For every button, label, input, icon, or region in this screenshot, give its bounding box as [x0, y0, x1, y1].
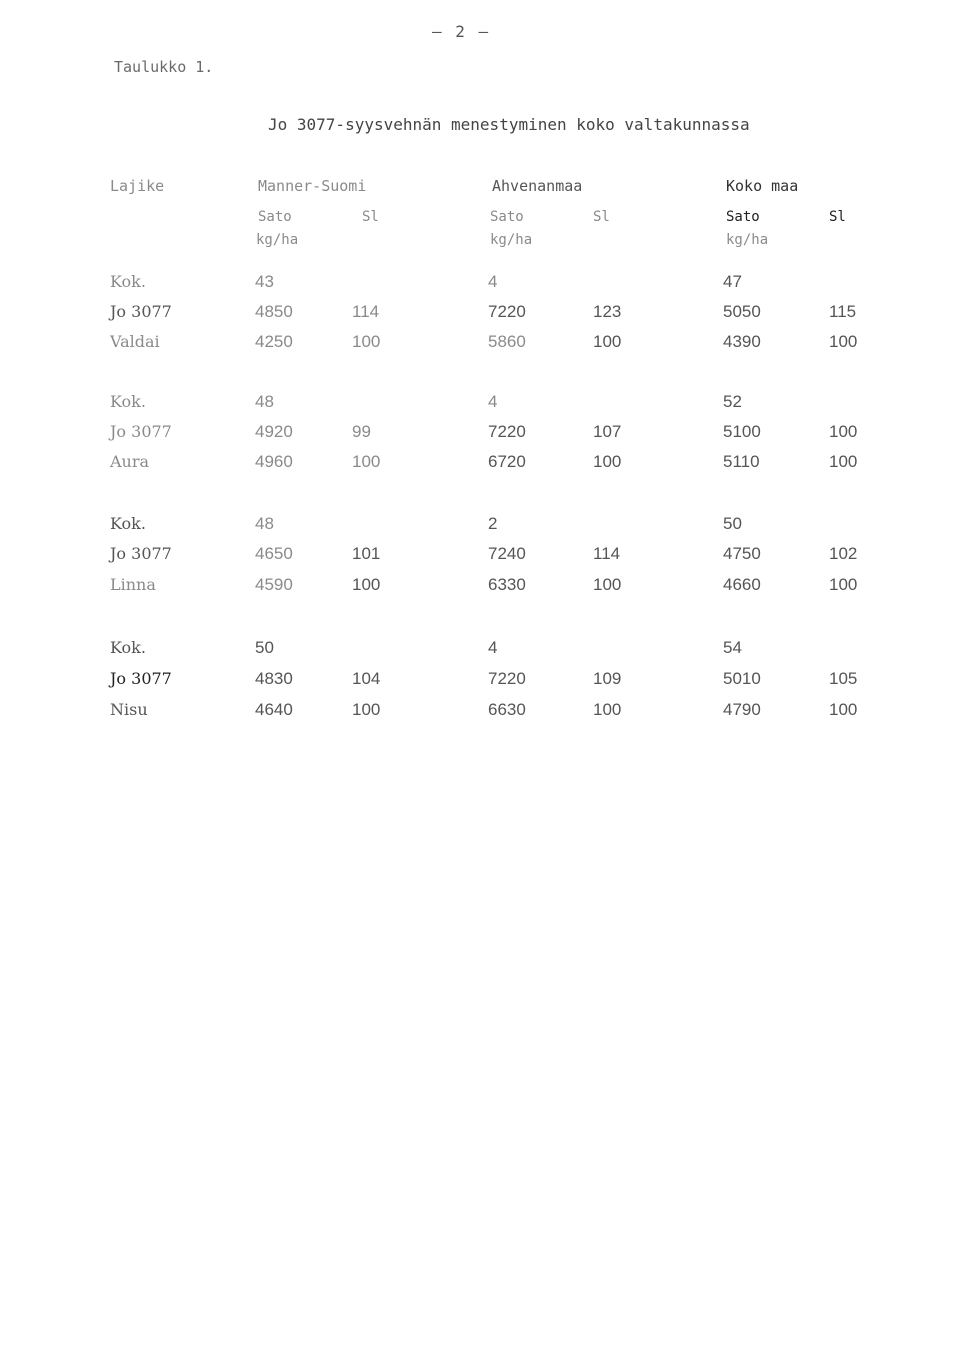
variety-name: Aura [110, 452, 150, 471]
count-label: Kok. [110, 514, 146, 533]
aland-rel: 100 [593, 452, 622, 471]
mainland-yield: 4830 [255, 669, 293, 688]
aland-rel: 100 [593, 700, 622, 719]
count-row [0, 638, 960, 662]
header-aland-yield: Sato [490, 209, 524, 225]
aland-yield: 6630 [488, 700, 526, 719]
count-mainland: 48 [255, 514, 274, 533]
aland-rel: 107 [593, 422, 622, 441]
table-title: Jo 3077-syysvehnän menestyminen koko valtakunnassa [268, 115, 750, 134]
count-aland: 4 [488, 272, 498, 291]
aland-yield: 6330 [488, 575, 526, 594]
count-row [0, 392, 960, 416]
header-mainland-rel: Sl [362, 209, 379, 225]
table-row [0, 575, 960, 599]
aland-rel: 123 [593, 302, 622, 321]
count-mainland: 48 [255, 392, 274, 411]
header-aland: Ahvenanmaa [492, 177, 583, 195]
whole-rel: 100 [829, 332, 858, 351]
header-whole-unit: kg/ha [726, 232, 769, 248]
count-label: Kok. [110, 392, 146, 411]
count-aland: 4 [488, 638, 498, 657]
mainland-rel: 100 [352, 332, 381, 351]
whole-yield: 5010 [723, 669, 761, 688]
mainland-rel: 101 [352, 544, 381, 563]
table-row [0, 452, 960, 476]
whole-rel: 100 [829, 700, 858, 719]
table-row [0, 332, 960, 356]
variety-name: Valdai [110, 332, 160, 351]
variety-name: Jo 3077 [110, 302, 172, 321]
mainland-rel: 114 [352, 302, 380, 321]
whole-yield: 4390 [723, 332, 761, 351]
header-mainland-unit: kg/ha [256, 232, 299, 248]
whole-yield: 5100 [723, 422, 761, 441]
count-whole-country: 47 [723, 272, 742, 291]
aland-rel: 100 [593, 575, 622, 594]
whole-yield: 5110 [723, 452, 760, 471]
whole-yield: 4660 [723, 575, 761, 594]
count-row [0, 272, 960, 296]
table-label: Taulukko 1. [114, 58, 214, 76]
whole-rel: 105 [829, 669, 858, 688]
table-row [0, 700, 960, 724]
table-row [0, 669, 960, 693]
header-mainland: Manner-Suomi [258, 177, 367, 195]
whole-rel: 100 [829, 575, 858, 594]
count-label: Kok. [110, 272, 146, 291]
header-variety: Lajike [110, 177, 165, 195]
mainland-yield: 4590 [255, 575, 293, 594]
count-whole-country: 52 [723, 392, 742, 411]
count-mainland: 43 [255, 272, 274, 291]
count-whole-country: 50 [723, 514, 742, 533]
count-label: Kok. [110, 638, 146, 657]
whole-yield: 4790 [723, 700, 761, 719]
mainland-yield: 4920 [255, 422, 293, 441]
variety-name: Nisu [110, 700, 148, 719]
variety-name: Linna [110, 575, 156, 594]
variety-name: Jo 3077 [110, 422, 172, 441]
header-whole-yield: Sato [726, 209, 760, 225]
mainland-rel: 99 [352, 422, 371, 441]
count-mainland: 50 [255, 638, 274, 657]
aland-yield: 7220 [488, 302, 526, 321]
mainland-rel: 100 [352, 575, 381, 594]
whole-yield: 5050 [723, 302, 761, 321]
count-whole-country: 54 [723, 638, 742, 657]
aland-yield: 6720 [488, 452, 526, 471]
header-aland-unit: kg/ha [490, 232, 533, 248]
mainland-yield: 4250 [255, 332, 293, 351]
aland-yield: 5860 [488, 332, 526, 351]
table-row [0, 302, 960, 326]
header-aland-rel: Sl [593, 209, 610, 225]
whole-rel: 102 [829, 544, 858, 563]
mainland-yield: 4960 [255, 452, 293, 471]
header-mainland-yield: Sato [258, 209, 292, 225]
aland-yield: 7240 [488, 544, 526, 563]
mainland-rel: 104 [352, 669, 381, 688]
aland-yield: 7220 [488, 422, 526, 441]
whole-rel: 100 [829, 452, 858, 471]
header-whole-rel: Sl [829, 209, 846, 225]
table-row [0, 422, 960, 446]
mainland-rel: 100 [352, 452, 381, 471]
mainland-yield: 4850 [255, 302, 293, 321]
variety-name: Jo 3077 [110, 669, 172, 688]
page-number: – 2 – [432, 22, 491, 41]
table-row [0, 544, 960, 568]
count-row [0, 514, 960, 538]
mainland-yield: 4650 [255, 544, 293, 563]
aland-yield: 7220 [488, 669, 526, 688]
header-whole-country: Koko maa [726, 177, 799, 195]
whole-rel: 100 [829, 422, 858, 441]
whole-yield: 4750 [723, 544, 761, 563]
aland-rel: 100 [593, 332, 622, 351]
aland-rel: 109 [593, 669, 622, 688]
mainland-rel: 100 [352, 700, 381, 719]
mainland-yield: 4640 [255, 700, 293, 719]
count-aland: 2 [488, 514, 498, 533]
whole-rel: 115 [829, 302, 857, 321]
variety-name: Jo 3077 [110, 544, 172, 563]
aland-rel: 114 [593, 544, 621, 563]
count-aland: 4 [488, 392, 498, 411]
